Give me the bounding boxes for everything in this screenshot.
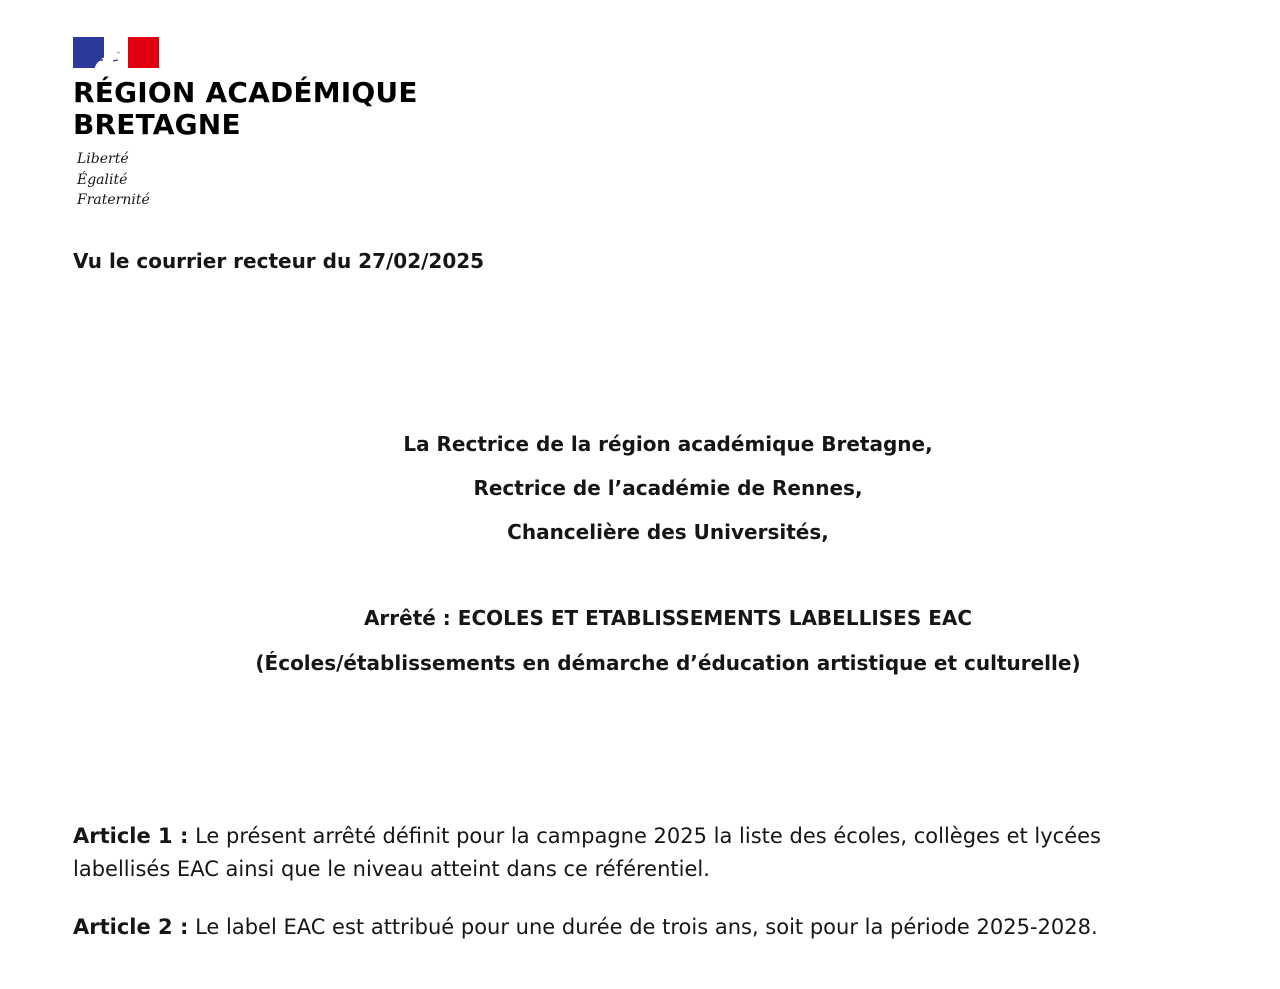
article-1: [73, 820, 1203, 886]
organization-name: [73, 77, 418, 141]
arrete-prefix: Arrêté :: [363, 606, 451, 630]
signatory-block: [0, 422, 1280, 554]
reference-line: Vu le courrier recteur du 27/02/2025: [73, 249, 485, 273]
arrete-subtitle: (Écoles/établissements en démarche d’éducation artistique et culturelle): [255, 651, 1081, 675]
arrete-title: ECOLES ET ETABLISSEMENTS LABELLISES EAC: [457, 606, 973, 630]
motto-egalite: Égalité: [77, 171, 128, 188]
signatory-line1: La Rectrice de la région académique Bretagne,: [403, 432, 933, 456]
article-1-label: Article 1 :: [73, 824, 189, 848]
organization-name-line2: BRETAGNE: [73, 108, 241, 141]
article-2: [73, 911, 1203, 944]
arrete-heading: [0, 596, 1280, 686]
organization-name-line1: RÉGION ACADÉMIQUE: [73, 76, 418, 109]
institution-logo: [73, 37, 418, 211]
marianne-flag-icon: [73, 37, 159, 68]
republic-motto: [77, 149, 418, 211]
article-2-label: Article 2 :: [73, 915, 189, 939]
article-2-text: Le label EAC est attribué pour une durée de trois ans, soit pour la période 2025-2028.: [195, 915, 1098, 939]
signatory-line3: Chancelière des Universités,: [507, 520, 829, 544]
arrete-title-line: [0, 596, 1280, 641]
article-1-text: Le présent arrêté définit pour la campagne 2025 la liste des écoles, collèges et lycées labellisés EAC ainsi que le niveau atteint dans ce référentiel.: [73, 824, 1101, 881]
motto-liberte: Liberté: [77, 151, 129, 167]
signatory-line2: Rectrice de l’académie de Rennes,: [473, 476, 863, 500]
motto-fraternite: Fraternité: [77, 192, 150, 208]
